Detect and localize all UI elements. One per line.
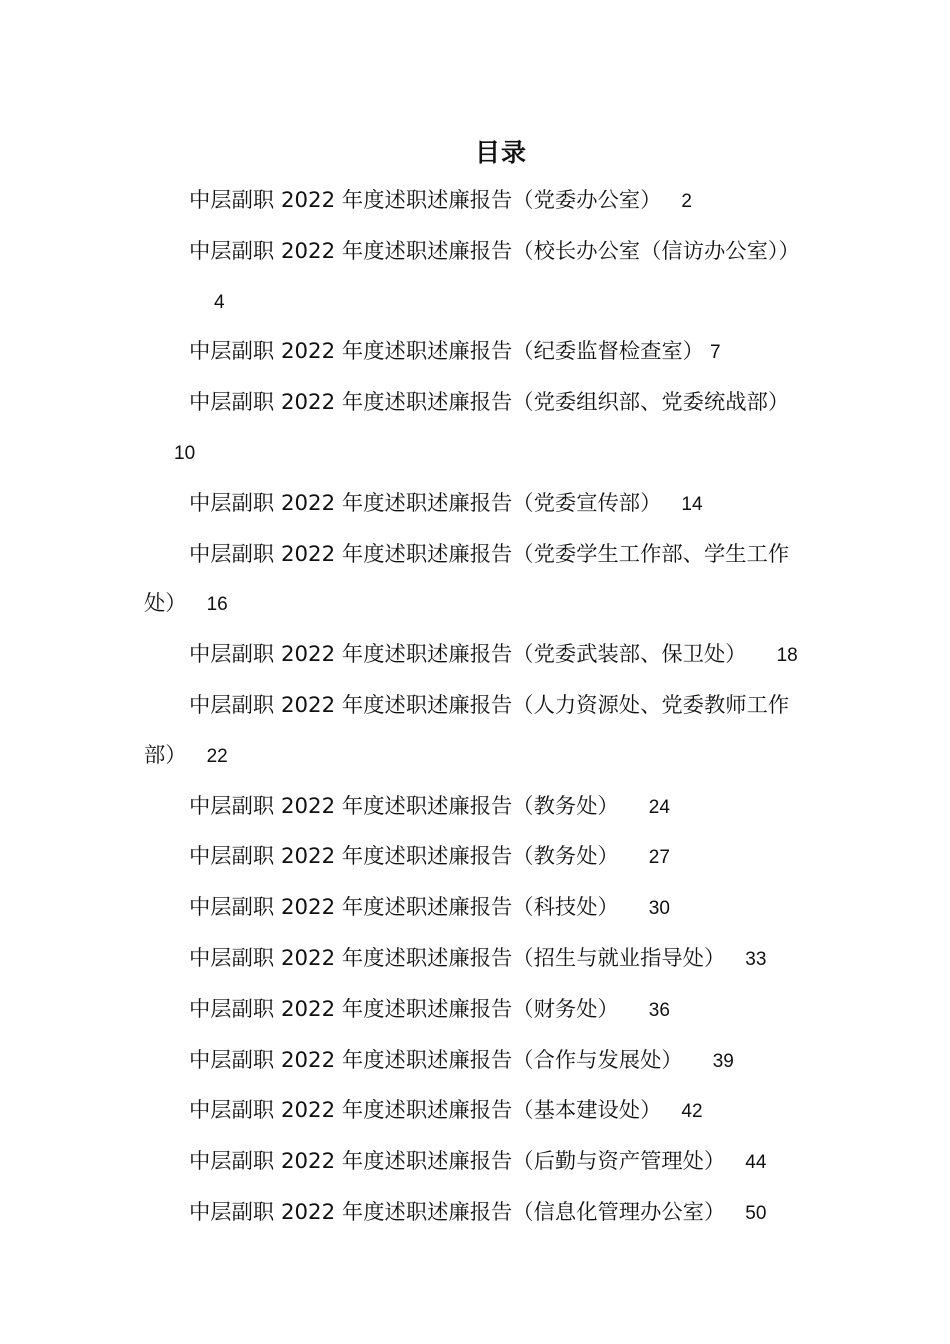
toc-entry-text: 中层副职 2022 年度述职述廉报告（党委办公室） — [189, 188, 662, 213]
toc-entry-text: 中层副职 2022 年度述职述廉报告（合作与发展处） — [189, 1047, 683, 1073]
toc-entry-text: 中层副职 2022 年度述职述廉报告（教务处） — [189, 793, 619, 819]
toc-entry-text: 中层副职 2022 年度述职述廉报告（信息化管理办公室） — [189, 1199, 726, 1225]
toc-entry-text: 中层副职 2022 年度述职述廉报告（教务处） — [189, 844, 619, 870]
toc-entry-page-number: 2 — [681, 191, 692, 212]
toc-entry-page-number: 36 — [648, 999, 670, 1021]
toc-entry[interactable] — [144, 1086, 809, 1137]
toc-entry-text: 中层副职 2022 年度述职述廉报告（党委组织部、党委统战部） — [189, 390, 790, 416]
toc-entry-page-number: 16 — [206, 594, 228, 616]
toc-entry-text: 中层副职 2022 年度述职述廉报告（党委学生工作部、学生工作处） — [144, 541, 790, 617]
toc-entry[interactable] — [144, 378, 809, 479]
toc-title: 目录 — [474, 138, 527, 167]
toc-entry-page-number: 39 — [712, 1050, 734, 1072]
toc-entry[interactable] — [144, 1036, 809, 1087]
toc-entry-text: 中层副职 2022 年度述职述廉报告（党委武装部、保卫处） — [189, 642, 747, 668]
toc-entry[interactable] — [144, 479, 809, 530]
toc-entry-page-number: 30 — [648, 898, 670, 920]
toc-entry[interactable] — [144, 985, 809, 1036]
toc-entry[interactable] — [144, 934, 809, 985]
toc-entry-text: 中层副职 2022 年度述职述廉报告（科技处） — [189, 895, 619, 921]
toc-entry-text: 中层副职 2022 年度述职述廉报告（财务处） — [189, 996, 619, 1022]
toc-entry[interactable] — [144, 681, 809, 782]
toc-entry[interactable] — [144, 227, 809, 328]
toc-entry-text: 中层副职 2022 年度述职述廉报告（后勤与资产管理处） — [189, 1149, 726, 1175]
toc-entry[interactable] — [144, 530, 809, 631]
toc-entry-page-number: 4 — [214, 291, 225, 313]
toc-entry-page-number: 10 — [174, 442, 196, 464]
toc-entry[interactable] — [144, 832, 809, 883]
toc-entry-page-number: 24 — [648, 796, 670, 818]
toc-entry[interactable] — [144, 630, 809, 681]
toc-entry-page-number: 18 — [776, 645, 798, 667]
toc-entry-page-number: 14 — [681, 493, 703, 515]
table-of-contents — [144, 176, 809, 1239]
toc-entry-page-number: 33 — [745, 948, 767, 970]
toc-entry-text: 中层副职 2022 年度述职述廉报告（人力资源处、党委教师工作部） — [144, 692, 790, 768]
toc-entry[interactable] — [144, 176, 809, 227]
toc-entry-page-number: 50 — [745, 1202, 767, 1224]
toc-entry-text: 中层副职 2022 年度述职述廉报告（党委宣传部） — [189, 490, 662, 516]
toc-entry[interactable] — [144, 1137, 809, 1188]
toc-entry-page-number: 44 — [745, 1152, 767, 1174]
toc-entry-text: 中层副职 2022 年度述职述廉报告（校长办公室（信访办公室）） — [189, 238, 800, 264]
toc-entry[interactable] — [144, 1188, 809, 1239]
toc-entry[interactable] — [144, 782, 809, 833]
toc-entry[interactable] — [144, 327, 809, 378]
toc-entry-page-number: 27 — [648, 847, 670, 869]
toc-entry-page-number: 22 — [206, 745, 228, 767]
toc-entry-page-number: 42 — [681, 1101, 703, 1123]
toc-entry-text: 中层副职 2022 年度述职述廉报告（纪委监督检查室） — [189, 339, 704, 365]
toc-entry-text: 中层副职 2022 年度述职述廉报告（招生与就业指导处） — [189, 945, 726, 971]
toc-entry-page-number: 7 — [709, 342, 721, 364]
toc-entry-text: 中层副职 2022 年度述职述廉报告（基本建设处） — [189, 1098, 662, 1124]
toc-entry[interactable] — [144, 883, 809, 934]
